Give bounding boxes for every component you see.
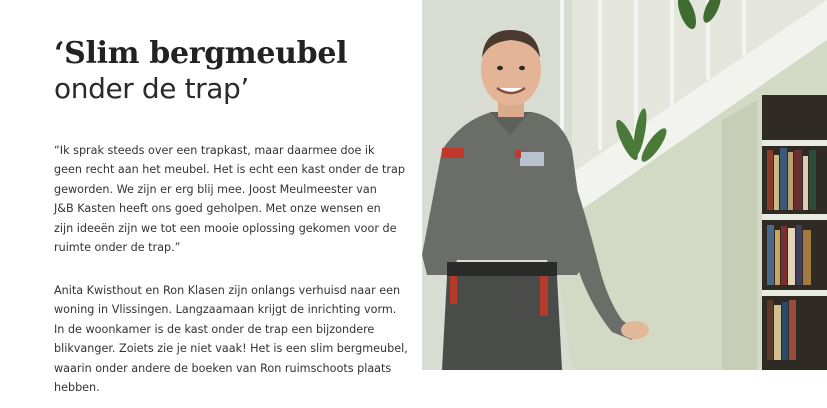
quote-paragraph — [54, 141, 414, 257]
body-line: Anita Kwisthout en Ron Klasen zijn onlangs verhuisd naar een — [54, 284, 401, 297]
cabinet-door — [722, 100, 757, 370]
quote-line: geen recht aan het meubel. Het is echt een kast onder de trap — [54, 163, 405, 177]
hand — [621, 321, 649, 339]
pocket-pen — [520, 152, 544, 166]
body-line: In de woonkamer is de kast onder de trap een bijzondere — [54, 322, 375, 336]
quote-line: J&B Kasten heeft ons goed geholpen. Met onze wensen en — [54, 202, 381, 216]
trouser-stripe-left — [450, 276, 457, 304]
article-title-line-1: ‘Slim bergmeubel — [54, 36, 348, 71]
trouser-stripe — [540, 276, 548, 316]
belt — [447, 262, 557, 276]
quote-line: zijn ideeën zijn we tot een mooie oplossing gekomen voor de — [54, 221, 397, 235]
body-paragraph — [54, 281, 414, 397]
photo-illustration — [422, 0, 827, 370]
quote-line: ruimte onder de trap.” — [54, 241, 181, 255]
chest-badge-left — [442, 148, 464, 158]
quote-line: “Ik sprak steeds over een trapkast, maar daarmee doe ik — [54, 144, 375, 157]
eye-right — [519, 66, 525, 70]
body-line: hebben. — [54, 381, 100, 395]
article-title-line-2: onder de trap’ — [54, 72, 249, 105]
body-line: waarin onder andere de boeken van Ron ruimschoots plaats — [54, 361, 392, 375]
chest-badge-right — [515, 150, 521, 158]
quote-line: geworden. We zijn er erg blij mee. Joost Meulmeester van — [54, 182, 377, 196]
article-photo — [422, 0, 827, 370]
body-line: blikvanger. Zoiets zie je niet vaak! Het is een slim bergmeubel, — [54, 342, 408, 356]
eye-left — [497, 66, 503, 70]
body-line: woning in Vlissingen. Langzaamaan krijgt de inrichting vorm. — [54, 303, 397, 317]
article-heading — [54, 36, 414, 106]
